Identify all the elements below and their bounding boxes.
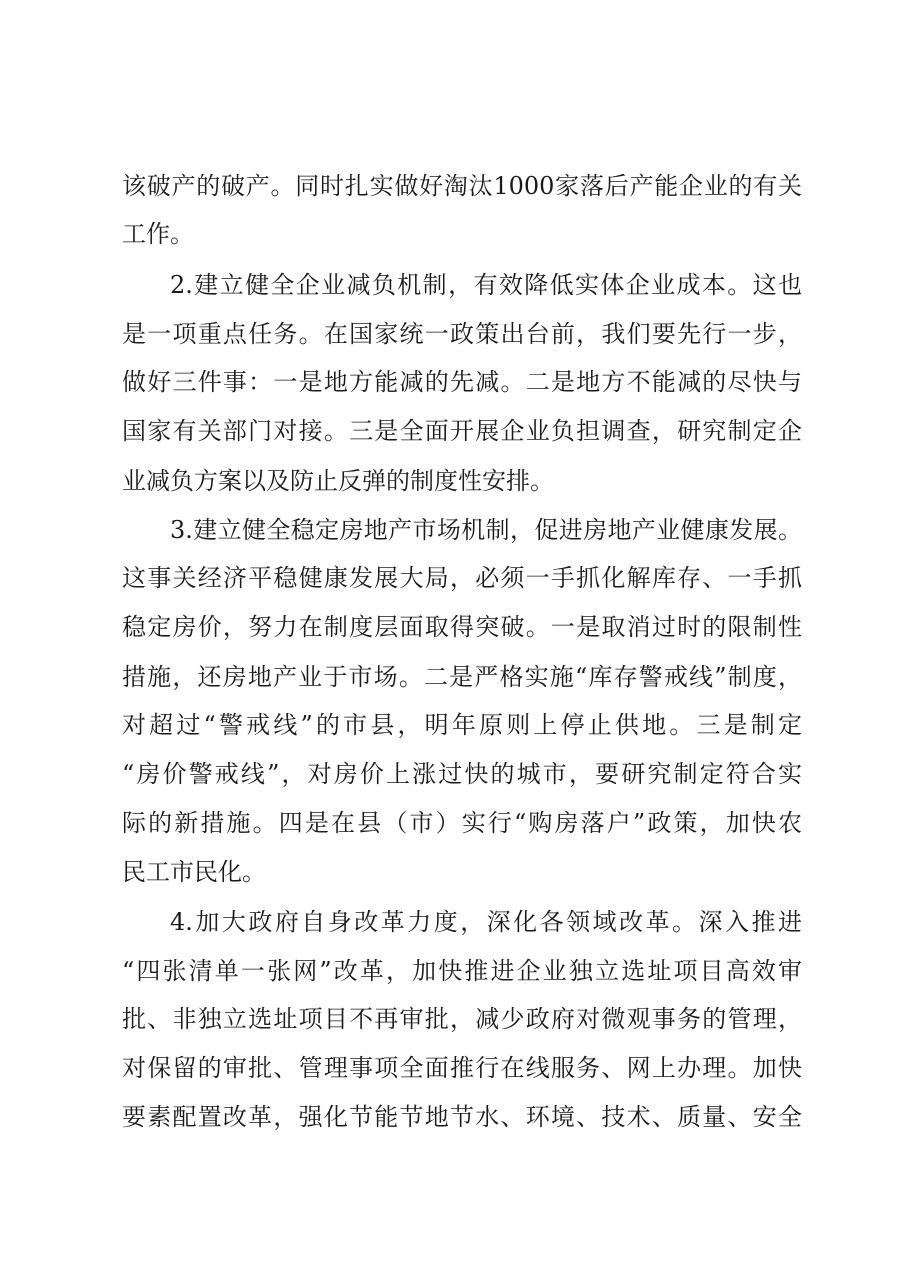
text-line: 措施，还房地产业于市场。二是严格实施“库存警戒线”制度， [122,663,802,691]
text-line: “房价警戒线”，对房价上涨过快的城市，要研究制定符合实 [122,760,802,788]
text-line: 国家有关部门对接。三是全面开展企业负担调查，研究制定企 [122,417,802,445]
text-line: 做好三件事：一是地方能减的先减。二是地方不能减的尽快与 [122,368,802,396]
text-line: 稳定房价，努力在制度层面取得突破。一是取消过时的限制性 [122,613,802,641]
paragraph-4-heading-line: 4.加大政府自身改革力度，深化各领域改革。深入推进 [170,908,802,936]
text-line: 这事关经济平稳健康发展大局，必须一手抓化解库存、一手抓 [122,564,802,592]
text-line: 业减负方案以及防止反弹的制度性安排。 [122,467,554,495]
text-line: 民工市民化。 [122,858,266,886]
paragraph-3-heading-line: 3.建立健全稳定房地产市场机制，促进房地产业健康发展。 [170,516,802,544]
text-line: 要素配置改革，强化节能节地节水、环境、技术、质量、安全 [122,1103,802,1131]
text-line: 批、非独立选址项目不再审批，减少政府对微观事务的管理， [122,1005,802,1033]
text-line: 对超过“警戒线”的市县，明年原则上停止供地。三是制定 [122,711,802,739]
text-line: 工作。 [122,220,194,248]
text-line: “四张清单一张网”改革，加快推进企业独立选址项目高效审 [122,957,802,985]
text-line: 际的新措施。四是在县（市）实行“购房落户”政策，加快农 [122,809,802,837]
text-line: 对保留的审批、管理事项全面推行在线服务、网上办理。加快 [122,1054,802,1082]
paragraph-2-heading-line: 2.建立健全企业减负机制，有效降低实体企业成本。这也 [170,271,802,299]
text-line: 该破产的破产。同时扎实做好淘汰1000家落后产能企业的有关 [122,172,802,200]
text-line: 是一项重点任务。在国家统一政策出台前，我们要先行一步， [122,320,802,348]
